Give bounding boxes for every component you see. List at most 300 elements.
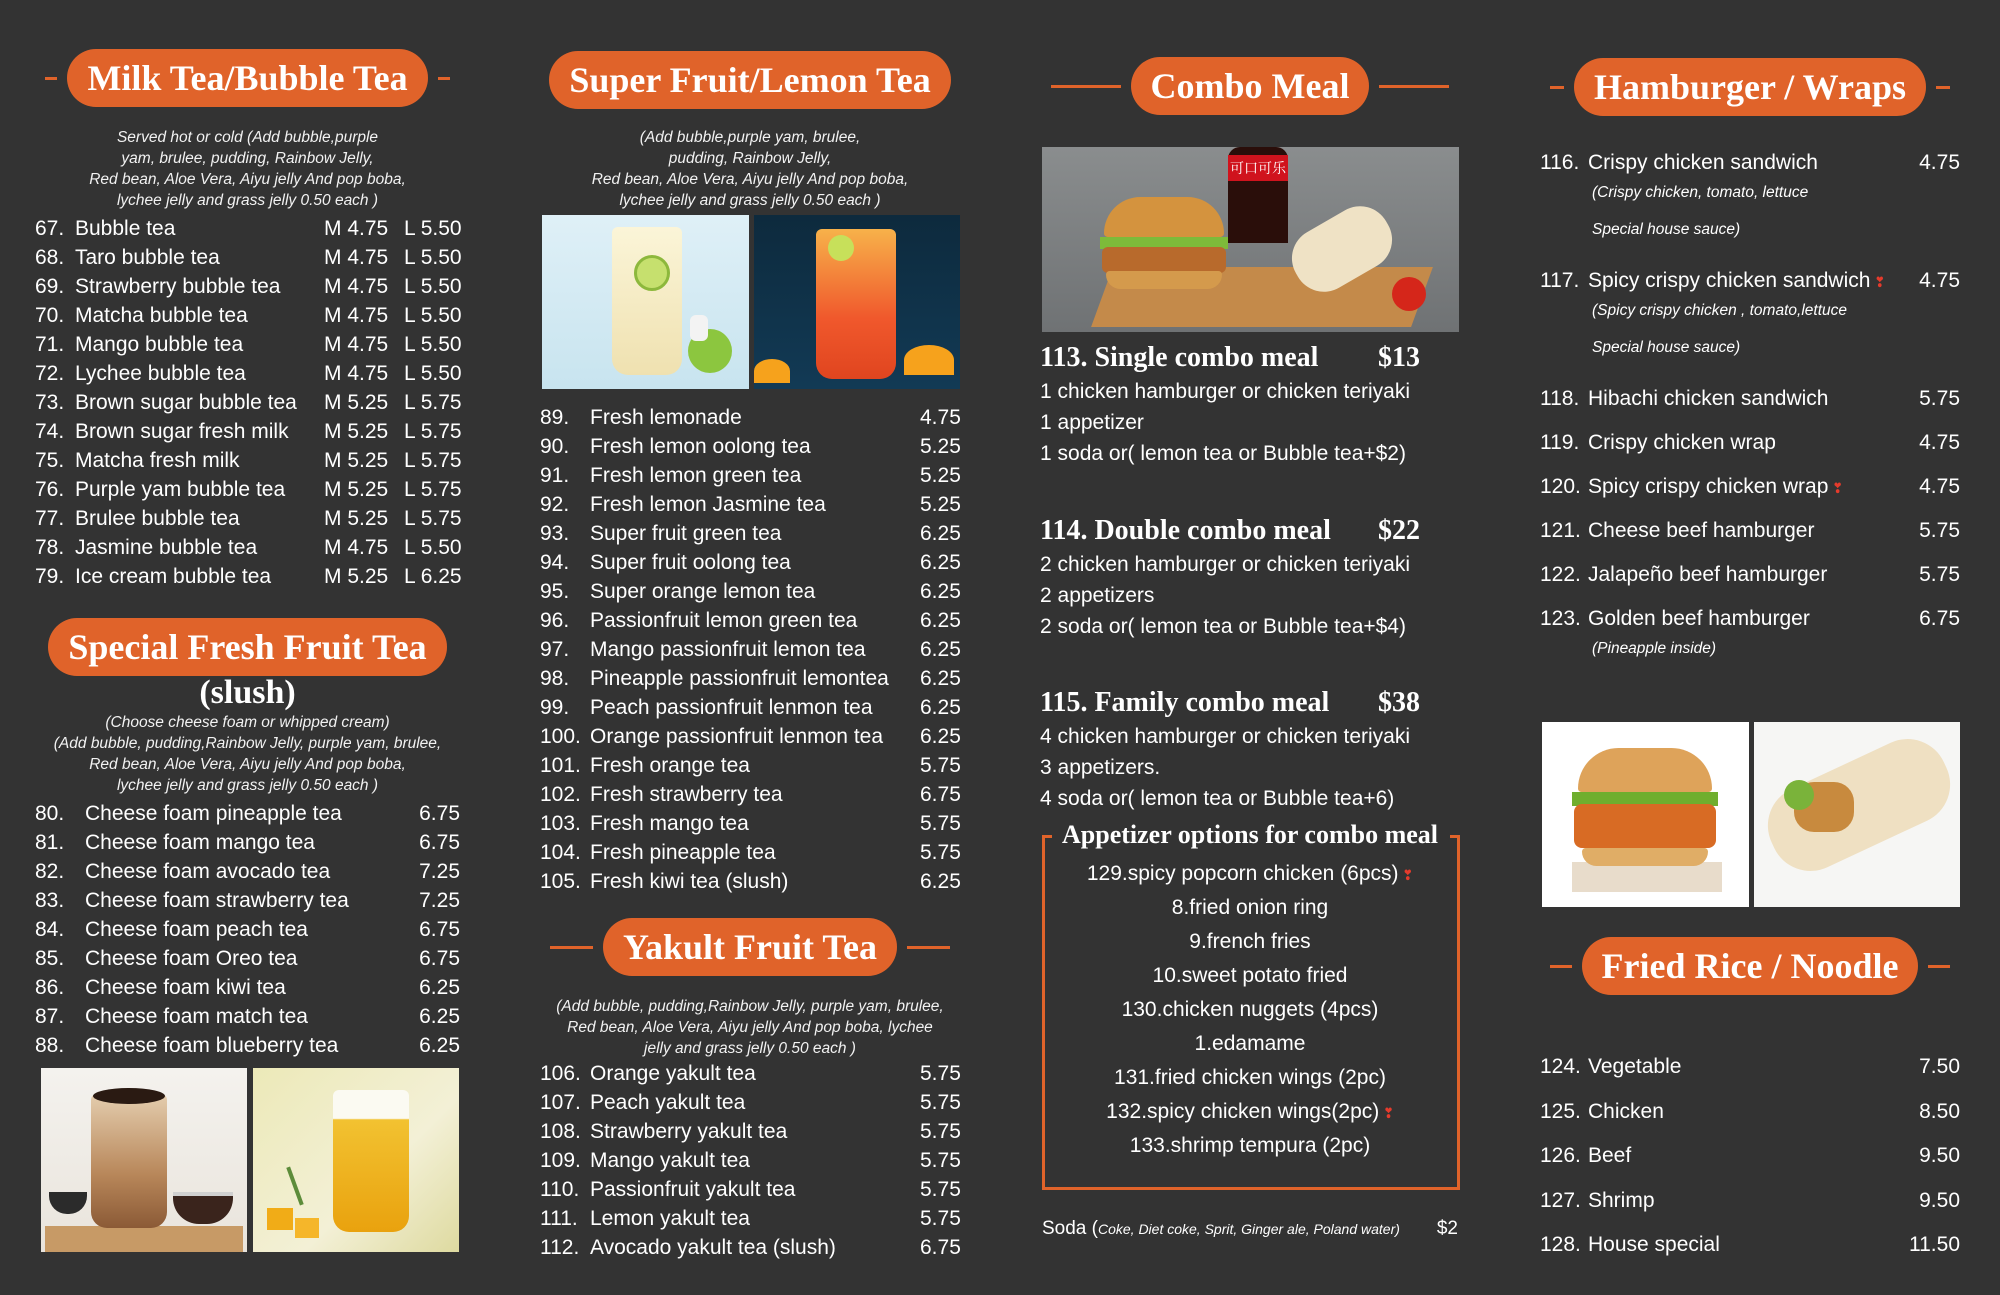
menu-item: [35, 417, 460, 446]
menu-item: [1540, 148, 1960, 178]
item-price: 6.75: [920, 782, 961, 806]
item-name: Fresh strawberry tea: [590, 782, 783, 806]
appetizer-name: 133.shrimp tempura (2pc): [1129, 1134, 1371, 1157]
combo-meal-title: [1040, 687, 1420, 719]
item-name: Cheese foam avocado tea: [85, 859, 331, 883]
menu-item: [35, 973, 460, 1002]
milk-tea-column: [35, 0, 460, 1295]
appetizer-title: [1040, 820, 1460, 850]
item-price: 5.25: [920, 492, 961, 516]
item-number: 95.: [540, 579, 570, 603]
item-name: Golden beef hamburger: [1588, 607, 1810, 630]
item-number: 76.: [35, 477, 65, 501]
menu-item: [1540, 604, 1960, 634]
item-number: 78.: [35, 535, 65, 559]
note-line: jelly and grass jelly 0.50 each ): [644, 1040, 856, 1057]
wrap: [1755, 726, 1960, 884]
item-number: 74.: [35, 419, 65, 443]
fruit-tea-column: [540, 0, 960, 1295]
price-medium: M 5.25: [324, 448, 389, 472]
item-number: 79.: [35, 564, 65, 588]
price-large: L 5.50: [404, 245, 462, 269]
milk-tea-header: [35, 48, 460, 108]
price-medium: M 4.75: [324, 535, 389, 559]
appetizer-name: 8.fried onion ring: [1171, 896, 1329, 919]
wrap-lettuce: [1784, 780, 1814, 810]
item-name: Fresh lemonade: [590, 405, 742, 429]
bubble-tea-photo: [41, 1068, 247, 1252]
menu-item: [35, 359, 460, 388]
note-line: Red bean, Aloe Vera, Aiyu jelly And pop boba,: [591, 171, 909, 188]
item-name: Brulee bubble tea: [75, 506, 240, 530]
item-name-wrap: [1588, 519, 1890, 543]
item-number: 121.: [1540, 519, 1581, 542]
menu-item: [35, 272, 460, 301]
lemon-slice: [634, 255, 670, 291]
menu-item: [35, 915, 460, 944]
item-price: 4.75: [1919, 431, 1960, 454]
menu-item: [540, 1059, 960, 1088]
combo-detail: 3 appetizers.: [1040, 756, 1161, 779]
item-price: 5.75: [1919, 387, 1960, 410]
item-name: Fresh mango tea: [590, 811, 749, 835]
item-price: 4.75: [1919, 475, 1960, 498]
item-name: Spicy crispy chicken wrap: [1588, 475, 1829, 498]
item-number: 99.: [540, 695, 570, 719]
combo-detail: 1 soda or( lemon tea or Bubble tea+$2): [1040, 442, 1406, 465]
item-description: Special house sauce): [1592, 221, 1741, 238]
item-price: 5.75: [920, 1090, 961, 1114]
wrap-photo: [1754, 722, 1960, 907]
item-name: Cheese foam pineapple tea: [85, 801, 342, 825]
item-number: 82.: [35, 859, 65, 883]
combo-price: $22: [1378, 515, 1420, 546]
mango-cube: [267, 1208, 293, 1230]
fried-rice-title: Fried Rice / Noodle: [1582, 937, 1919, 995]
item-number: 102.: [540, 782, 581, 806]
item-description: (Pineapple inside): [1592, 640, 1717, 657]
note-line: (Add bubble, pudding,Rainbow Jelly, purple yam, brulee,: [556, 998, 944, 1015]
tomato: [1392, 277, 1426, 311]
item-price: 6.25: [920, 521, 961, 545]
menu-item: [540, 548, 960, 577]
item-name-wrap: [1588, 563, 1890, 587]
burger-photo: [1542, 722, 1749, 907]
item-price: 5.75: [920, 840, 961, 864]
menu-item: [540, 1233, 960, 1262]
menu-item: [1540, 428, 1960, 458]
menu-item: [35, 562, 460, 591]
item-number: 123.: [1540, 607, 1581, 630]
item-name: Super fruit oolong tea: [590, 550, 791, 574]
chili-pepper-icon: ❣: [1383, 1105, 1394, 1121]
menu-item: [540, 519, 960, 548]
note-line: pudding, Rainbow Jelly,: [668, 150, 832, 167]
price-large: L 5.50: [404, 274, 462, 298]
divider: [1928, 965, 1950, 968]
item-number: 120.: [1540, 475, 1581, 498]
menu-item: [1540, 472, 1960, 502]
note-line: Served hot or cold (Add bubble,purple: [116, 129, 379, 146]
item-price: 7.25: [419, 888, 460, 912]
menu-item: [540, 1088, 960, 1117]
divider: [1051, 85, 1121, 88]
item-price: 6.75: [1919, 607, 1960, 630]
menu-item: [35, 243, 460, 272]
menu-item: [35, 446, 460, 475]
item-price: 5.25: [920, 463, 961, 487]
super-fruit-title: Super Fruit/Lemon Tea: [549, 51, 950, 109]
item-number: 125.: [1540, 1099, 1581, 1123]
item-name: Shrimp: [1588, 1188, 1655, 1212]
chicken-patty: [1102, 247, 1226, 273]
item-price: 4.75: [1919, 151, 1960, 174]
item-number: 96.: [540, 608, 570, 632]
menu-item: [35, 1002, 460, 1031]
soda-detail: Coke, Diet coke, Sprit, Ginger ale, Poland water): [1097, 1221, 1400, 1237]
chili-pepper-icon: ❣: [1874, 274, 1886, 290]
combo-detail: 1 chicken hamburger or chicken teriyaki: [1040, 380, 1411, 403]
combo-column: [1040, 0, 1460, 1295]
combo-name: 113. Single combo meal: [1040, 342, 1319, 373]
item-name: Matcha fresh milk: [75, 448, 240, 472]
wood-board: [45, 1226, 243, 1252]
plant: [286, 1167, 303, 1206]
item-number: 81.: [35, 830, 65, 854]
item-name: House special: [1588, 1233, 1720, 1256]
menu-item: [540, 1175, 960, 1204]
price-large: L 5.50: [404, 332, 462, 356]
price-medium: M 5.25: [324, 419, 389, 443]
item-price: 7.25: [419, 859, 460, 883]
item-number: 75.: [35, 448, 65, 472]
menu-item: [540, 1146, 960, 1175]
price-medium: M 4.75: [324, 332, 389, 356]
appetizer-item: [1040, 1066, 1460, 1090]
chicken-patty: [1574, 804, 1716, 848]
mango-cube: [295, 1218, 319, 1238]
item-number: 84.: [35, 917, 65, 941]
item-number: 107.: [540, 1090, 581, 1114]
item-number: 92.: [540, 492, 570, 516]
burger-bun-bottom: [1582, 848, 1708, 866]
appetizer-name: 129.spicy popcorn chicken (6pcs): [1086, 862, 1399, 885]
item-price: 11.50: [1909, 1233, 1960, 1256]
price-medium: M 5.25: [324, 390, 389, 414]
item-price: 6.75: [419, 917, 460, 941]
bottle: [690, 315, 708, 341]
fresh-fruit-note: [35, 712, 460, 796]
item-name: Super fruit green tea: [590, 521, 782, 545]
milk-tea-cup: [91, 1094, 167, 1228]
item-name-wrap: [1588, 387, 1890, 411]
item-price: 6.25: [920, 550, 961, 574]
combo-meal-title: [1040, 515, 1420, 547]
item-name: Cheese foam kiwi tea: [85, 975, 286, 999]
combo-detail: 2 appetizers: [1040, 584, 1155, 607]
lime-slice: [828, 235, 854, 261]
menu-item: [35, 944, 460, 973]
appetizer-name: 1.edamame: [1194, 1032, 1306, 1055]
super-fruit-note: [540, 127, 960, 211]
price-large: L 5.50: [404, 216, 462, 240]
item-number: 116.: [1540, 151, 1580, 174]
item-number: 83.: [35, 888, 65, 912]
orange-slice: [754, 359, 790, 383]
item-number: 110.: [540, 1177, 580, 1201]
divider: [550, 946, 593, 949]
item-number: 85.: [35, 946, 65, 970]
burger-bun-top: [1578, 748, 1712, 792]
item-name-wrap: [1588, 151, 1890, 175]
item-name: Cheese foam peach tea: [85, 917, 308, 941]
appetizer-name: 10.sweet potato fried: [1152, 964, 1348, 987]
item-number: 126.: [1540, 1144, 1581, 1167]
yakult-header: [540, 917, 960, 977]
menu-item: [540, 867, 960, 896]
item-name: Jasmine bubble tea: [75, 535, 258, 559]
soda-text: Soda (: [1042, 1218, 1098, 1239]
note-line: yam, brulee, pudding, Rainbow Jelly,: [121, 150, 374, 167]
item-number: 119.: [1540, 431, 1580, 454]
price-large: L 5.75: [404, 390, 462, 414]
note-line: Red bean, Aloe Vera, Aiyu jelly And pop boba, lychee: [567, 1019, 933, 1036]
item-price: 6.75: [419, 801, 460, 825]
combo-detail: 4 soda or( lemon tea or Bubble tea+6): [1040, 787, 1395, 810]
soda-row: [1042, 1218, 1458, 1240]
fresh-fruit-list: [35, 799, 460, 1060]
item-name: Brown sugar bubble tea: [75, 390, 297, 414]
item-price: 5.75: [920, 811, 961, 835]
item-price: 6.25: [920, 724, 961, 748]
price-medium: M 4.75: [324, 361, 389, 385]
appetizer-name: 131.fried chicken wings (2pc): [1114, 1066, 1386, 1089]
item-name: Orange passionfruit lenmon tea: [590, 724, 884, 748]
menu-item: [1540, 1097, 1960, 1127]
menu-item: [540, 664, 960, 693]
menu-item: [35, 330, 460, 359]
item-price: 5.75: [920, 1119, 961, 1143]
item-number: 108.: [540, 1119, 581, 1143]
item-number: 80.: [35, 801, 65, 825]
item-name: Pineapple passionfruit lemontea: [590, 666, 889, 690]
item-name: Passionfruit lemon green tea: [590, 608, 858, 632]
item-price: 5.75: [920, 1206, 961, 1230]
item-name: Fresh orange tea: [590, 753, 750, 777]
soda-label: [1042, 1218, 1400, 1240]
bowl: [173, 1192, 233, 1224]
appetizer-item: [1040, 1134, 1460, 1158]
item-name: Crispy chicken sandwich: [1588, 151, 1818, 174]
item-name: Mango passionfruit lemon tea: [590, 637, 866, 661]
item-number: 71.: [35, 332, 65, 356]
item-number: 98.: [540, 666, 570, 690]
item-price: 6.25: [419, 975, 460, 999]
combo-meal-title: [1040, 342, 1420, 374]
yakult-title: Yakult Fruit Tea: [603, 918, 897, 976]
item-price: 6.25: [419, 1004, 460, 1028]
price-medium: M 4.75: [324, 245, 389, 269]
item-number: 90.: [540, 434, 570, 458]
item-name: Crispy chicken wrap: [1588, 431, 1776, 454]
yakult-note: [540, 996, 960, 1059]
menu-item: [35, 388, 460, 417]
combo-detail: 2 chicken hamburger or chicken teriyaki: [1040, 553, 1411, 576]
appetizer-item: [1040, 930, 1460, 954]
price-large: L 5.50: [404, 361, 462, 385]
menu-item: [540, 403, 960, 432]
item-number: 122.: [1540, 563, 1581, 586]
item-name: Matcha bubble tea: [75, 303, 248, 327]
menu-item: [1540, 1141, 1960, 1171]
menu-item: [35, 301, 460, 330]
price-medium: M 5.25: [324, 477, 389, 501]
price-medium: M 5.25: [324, 564, 389, 588]
item-price: 5.75: [1919, 563, 1960, 586]
item-number: 104.: [540, 840, 581, 864]
menu-item: [540, 635, 960, 664]
menu-item: [540, 838, 960, 867]
item-name: Jalapeño beef hamburger: [1588, 563, 1828, 586]
item-number: 77.: [35, 506, 65, 530]
menu-item: [35, 504, 460, 533]
item-name: Brown sugar fresh milk: [75, 419, 289, 443]
item-name: Cheese beef hamburger: [1588, 519, 1815, 542]
note-line: (Choose cheese foam or whipped cream): [105, 714, 390, 731]
price-large: L 5.50: [404, 535, 462, 559]
fruit-tea-photo: [754, 215, 960, 389]
item-name: Taro bubble tea: [75, 245, 220, 269]
item-price: 7.50: [1919, 1055, 1960, 1078]
item-description: (Spicy crispy chicken , tomato,lettuce: [1592, 302, 1847, 319]
item-number: 86.: [35, 975, 65, 999]
combo-header: [1040, 56, 1460, 116]
item-name: Passionfruit yakult tea: [590, 1177, 796, 1201]
item-price: 9.50: [1919, 1188, 1960, 1212]
price-large: L 6.25: [404, 564, 462, 588]
item-number: 105.: [540, 869, 581, 893]
note-line: Red bean, Aloe Vera, Aiyu jelly And pop boba,: [89, 171, 406, 188]
price-large: L 5.50: [404, 303, 462, 327]
item-name: Purple yam bubble tea: [75, 477, 286, 501]
menu-item: [540, 1204, 960, 1233]
menu-item: [35, 828, 460, 857]
item-name: Cheese foam blueberry tea: [85, 1033, 339, 1057]
item-name: Fresh pineapple tea: [590, 840, 776, 864]
item-number: 89.: [540, 405, 570, 429]
item-number: 72.: [35, 361, 65, 385]
item-name: Fresh lemon Jasmine tea: [590, 492, 826, 516]
divider: [1550, 965, 1572, 968]
item-name-wrap: [1588, 431, 1890, 455]
item-price: 6.25: [419, 1033, 460, 1057]
note-line: lychee jelly and grass jelly 0.50 each ): [116, 777, 379, 794]
item-price: 5.75: [920, 1177, 961, 1201]
milk-tea-title: Milk Tea/Bubble Tea: [67, 49, 427, 107]
item-price: 6.25: [920, 579, 961, 603]
item-name: Cheese foam strawberry tea: [85, 888, 349, 912]
item-number: 67.: [35, 216, 65, 240]
item-number: 111.: [540, 1206, 578, 1230]
item-name: Peach yakult tea: [590, 1090, 746, 1114]
item-name: Fresh lemon green tea: [590, 463, 802, 487]
item-number: 109.: [540, 1148, 581, 1172]
item-name-wrap: [1588, 269, 1890, 293]
item-price: 5.75: [920, 1148, 961, 1172]
burger-header: [1540, 57, 1960, 117]
divider: [907, 946, 950, 949]
yakult-list: [540, 1059, 960, 1262]
combo-price: $13: [1378, 342, 1420, 373]
menu-item: [540, 780, 960, 809]
milk-tea-list: [35, 214, 460, 591]
item-number: 100.: [540, 724, 581, 748]
super-fruit-header: [540, 50, 960, 110]
menu-item: [35, 214, 460, 243]
divider: [1379, 85, 1449, 88]
item-name: Fresh lemon oolong tea: [590, 434, 811, 458]
menu-item: [35, 857, 460, 886]
combo-detail: 2 soda or( lemon tea or Bubble tea+$4): [1040, 615, 1406, 638]
item-number: 118.: [1540, 387, 1580, 410]
note-line: lychee jelly and grass jelly 0.50 each ): [619, 192, 881, 209]
divider: [438, 77, 450, 80]
item-description: Special house sauce): [1592, 339, 1741, 356]
price-large: L 5.75: [404, 506, 462, 530]
item-price: 5.75: [1919, 519, 1960, 542]
item-price: 6.25: [920, 666, 961, 690]
note-line: (Add bubble, pudding,Rainbow Jelly, purple yam, brulee,: [53, 735, 442, 752]
item-name: Beef: [1588, 1144, 1632, 1167]
item-name: Strawberry yakult tea: [590, 1119, 788, 1143]
menu-item: [540, 722, 960, 751]
item-number: 101.: [540, 753, 581, 777]
item-number: 91.: [540, 463, 570, 487]
item-description: (Crispy chicken, tomato, lettuce: [1592, 184, 1809, 201]
item-number: 94.: [540, 550, 570, 574]
item-name: Lemon yakult tea: [590, 1206, 750, 1230]
item-price: 5.75: [920, 753, 961, 777]
soda-price: $2: [1436, 1218, 1458, 1239]
burger-title: Hamburger / Wraps: [1574, 58, 1926, 116]
item-name: Orange yakult tea: [590, 1061, 756, 1085]
item-number: 93.: [540, 521, 570, 545]
price-large: L 5.75: [404, 448, 462, 472]
pearls-top: [93, 1088, 165, 1104]
fresh-fruit-title: Special Fresh Fruit Tea: [48, 618, 446, 676]
menu-item: [35, 886, 460, 915]
menu-item: [1540, 1186, 1960, 1216]
item-name: Cheese foam mango tea: [85, 830, 315, 854]
item-price: 8.50: [1919, 1099, 1960, 1123]
item-name: Super orange lemon tea: [590, 579, 816, 603]
fried-rice-header: [1540, 936, 1960, 996]
menu-item: [1540, 1230, 1960, 1260]
bowl: [49, 1192, 87, 1214]
price-medium: M 4.75: [324, 303, 389, 327]
menu-item: [540, 693, 960, 722]
item-price: 5.75: [920, 1061, 961, 1085]
menu-item: [540, 461, 960, 490]
item-name: Fresh kiwi tea (slush): [590, 869, 789, 893]
item-price: 4.75: [920, 405, 961, 429]
combo-detail: 4 chicken hamburger or chicken teriyaki: [1040, 725, 1411, 748]
item-number: 103.: [540, 811, 581, 835]
combo-name: 114. Double combo meal: [1040, 515, 1331, 546]
menu-item: [1540, 560, 1960, 590]
menu-item: [540, 490, 960, 519]
lemon-tea-cup: [612, 227, 682, 375]
